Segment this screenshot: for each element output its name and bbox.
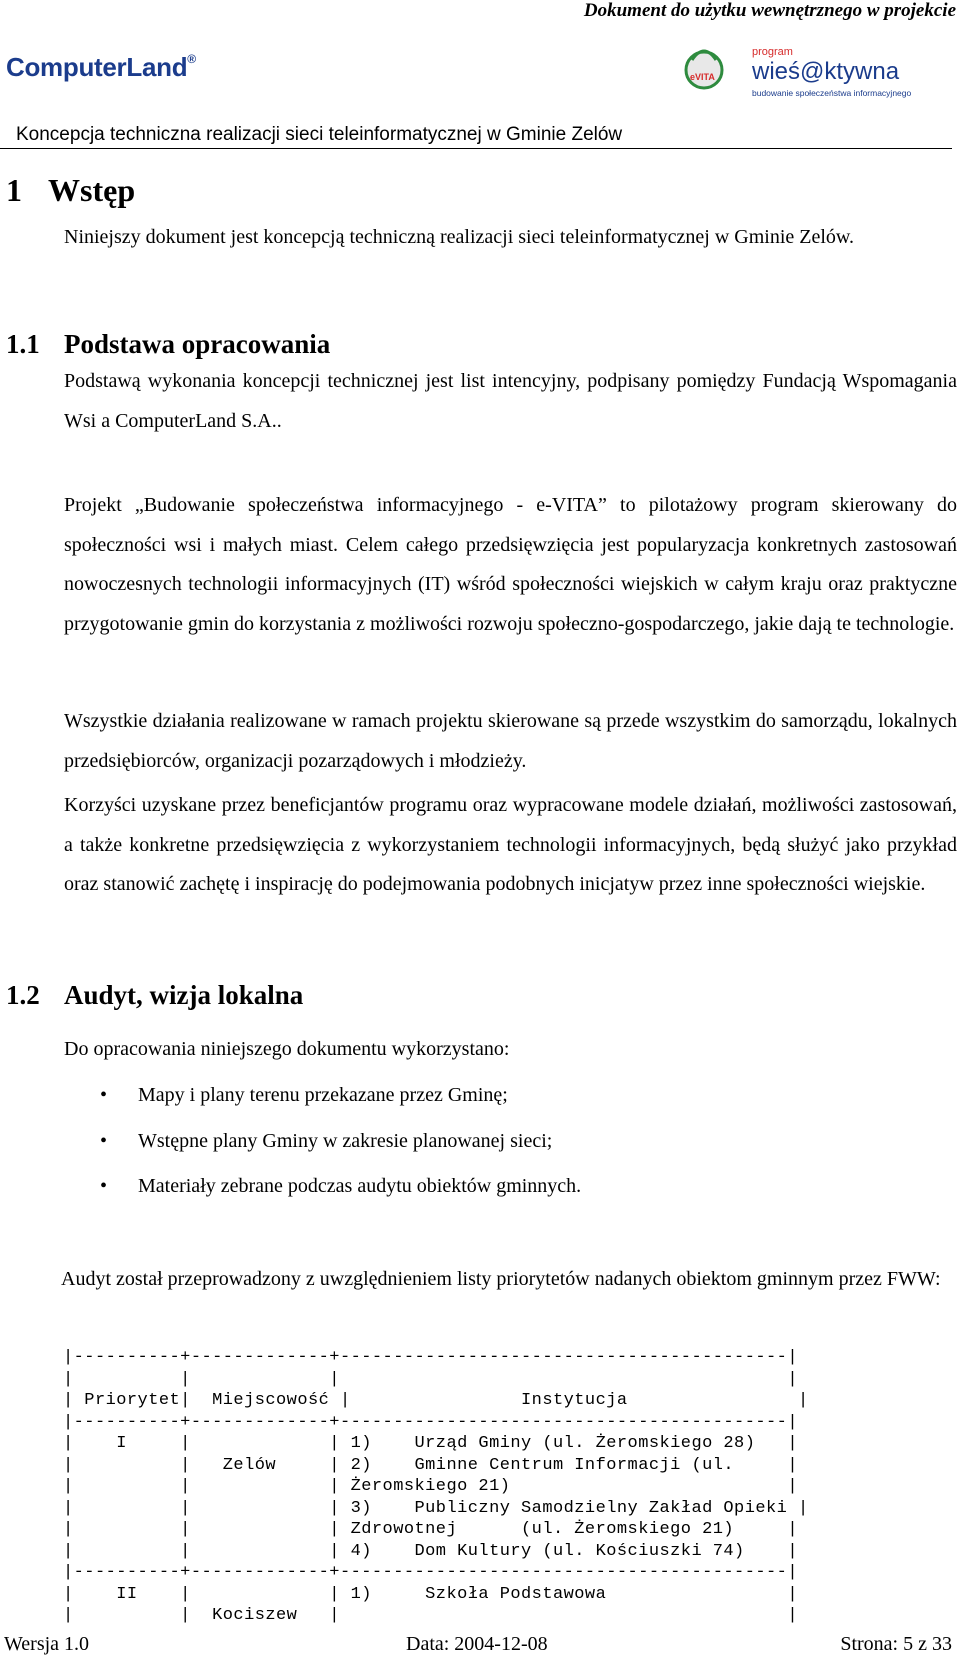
bullet-icon: • (100, 1129, 108, 1152)
evita-badge-text: eVITA (690, 72, 715, 82)
header-divider (0, 148, 952, 149)
bullet-icon: • (100, 1175, 108, 1197)
wies-aktywna-logo (682, 30, 942, 104)
logo-tagline-text: budowanie społeczeństwa informacyjnego (752, 88, 912, 98)
registered-mark: ® (187, 52, 196, 66)
basis-paragraph: Podstawą wykonania koncepcji technicznej jest list intencyjny, podpisany pomiędzy Fundacją Wspomagania Wsi a ComputerLand S.A.. (64, 370, 957, 432)
project-paragraph: Projekt „Budowanie społeczeństwa informacyjnego - e-VITA” to pilotażowy program skierowany do społeczności wsi i małych miast. Celem całego przedsięwzięcia jest popularyzacja konkretnych zastosowań nowoczesnych technologii informacyjnych (IT) wśród społeczności wiejskich w całym kraju oraz praktyczne przygotowanie gmin do korzystania z możliwości rozwoju społeczno-gospodarczego, jakie dają te technologie. (64, 494, 957, 635)
section-1-title: Wstęp (48, 172, 136, 208)
activities-paragraph: Wszystkie działania realizowane w ramach projektu skierowane są przede wszystkim do samorządu, lokalnych przedsiębiorców, organizacji pozarządowych i młodzieży. (64, 710, 957, 772)
section-1-1-heading (6, 329, 330, 360)
section-1-1-number: 1.1 (6, 329, 40, 359)
footer-date: Data: 2004-12-08 (406, 1633, 548, 1655)
section-1-2-heading (6, 980, 303, 1011)
computerland-logo (6, 52, 196, 83)
bullet-icon: • (100, 1084, 108, 1106)
section-1-2-title: Audyt, wizja lokalna (64, 980, 304, 1010)
priority-ascii-table: |----------+-------------+------------------------------------------| | | | | | Priorytet| Miejscowość | Instytucja | |----------+-------------+------------------------------------------| | I | | 1) Urząd Gminy (ul. Żeromskiego 28) | | | Zelów | 2) Gminne Centrum Informacji (ul. | | | | Żeromskiego 21) | | | | 3) Publiczny Samodzielny Zakład Opieki | | | | Zdrowotnej (ul. Żeromskiego 21) | | | | 4) Dom Kultury (ul. Kościuszki 74) | |----------+-------------+------------------------------------------| | II | | 1) Szkoła Podstawowa | | | Kociszew | | (63, 1348, 809, 1625)
document-title-line: Koncepcja techniczna realizacji sieci teleinformatycznej w Gminie Zelów (16, 124, 623, 145)
footer-page-number: Strona: 5 z 33 (840, 1633, 952, 1655)
section-1-1-title: Podstawa opracowania (64, 329, 331, 359)
footer-version: Wersja 1.0 (4, 1633, 90, 1655)
benefits-paragraph: Korzyści uzyskane przez beneficjantów programu oraz wypracowane modele działań, możliwości zastosowań, a także konkretne przedsięwzięcia z wykorzystaniem technologii informacyjnych, będą służyć jako przykład oraz stanowić zachętę i inspirację do podejmowania podobnych inicjatyw przez inne społeczności wiejskie. (64, 794, 957, 895)
section-1-number: 1 (6, 172, 22, 208)
document-usage-note: Dokument do użytku wewnętrznego w projekcie (583, 0, 956, 21)
logo-name-text: wieś@ktywna (752, 58, 900, 85)
evita-badge-icon (686, 52, 722, 88)
section-1-2-number: 1.2 (6, 980, 40, 1010)
section-1-text: Niniejszy dokument jest koncepcją techniczną realizacji sieci teleinformatycznej w Gminie Zelów. (64, 226, 855, 248)
computerland-logo-text: ComputerLand (6, 52, 188, 82)
audit-paragraph: Audyt został przeprowadzony z uwzględnieniem listy priorytetów nadanych obiektom gminnym przez FWW: (61, 1268, 941, 1290)
logo-program-label: program (752, 46, 793, 58)
sources-intro: Do opracowania niniejszego dokumentu wykorzystano: (64, 1038, 510, 1060)
section-1-heading (6, 172, 135, 209)
